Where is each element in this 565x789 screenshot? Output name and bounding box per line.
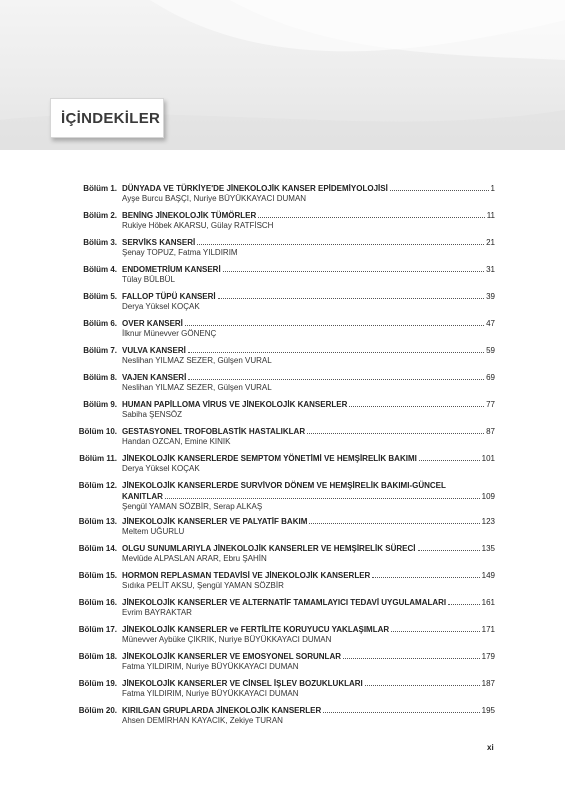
chapter-number: Bölüm 15.: [78, 571, 117, 580]
chapter-authors: Ayşe Burcu BAŞÇI, Nuriye BÜYÜKKAYACI DUMAN: [122, 194, 307, 203]
chapter-number: Bölüm 6.: [83, 319, 117, 328]
page-ref: 187: [481, 679, 495, 688]
dot-leader: [188, 378, 484, 380]
chapter-number: Bölüm 5.: [83, 292, 117, 301]
chapter-title: FALLOP TÜPÜ KANSERİ: [122, 292, 216, 301]
chapter-authors: Neslihan YILMAZ SEZER, Gülşen VURAL: [122, 383, 272, 392]
page-ref: 179: [481, 652, 495, 661]
chapter-number: Bölüm 18.: [78, 652, 117, 661]
chapter-title: VAJEN KANSERİ: [122, 373, 187, 382]
dot-leader: [372, 576, 479, 578]
dot-leader: [218, 297, 484, 299]
chapter-number: Bölüm 11.: [79, 454, 117, 463]
dot-leader: [223, 270, 484, 272]
dot-leader: [309, 522, 479, 524]
chapter-authors: Evrim BAYRAKTAR: [122, 608, 192, 617]
chapter-number: Bölüm 19.: [78, 679, 117, 688]
page-ref: 149: [481, 571, 495, 580]
chapter-number: Bölüm 10.: [78, 427, 117, 436]
chapter-number: Bölüm 17.: [78, 625, 117, 634]
page-ref: 195: [481, 706, 495, 715]
chapter-title: JİNEKOLOJİK KANSERLER VE CİNSEL İŞLEV BOZUKLUKLARI: [122, 679, 363, 688]
chapter-number: Bölüm 7.: [83, 346, 117, 355]
chapter-number: Bölüm 12.: [78, 481, 117, 490]
page-ref: 109: [481, 492, 495, 501]
chapter-number: Bölüm 20.: [78, 706, 117, 715]
chapter-number: Bölüm 9.: [83, 400, 117, 409]
chapter-authors: Münevver Aybüke ÇIKRIK, Nuriye BÜYÜKKAYACI DUMAN: [122, 635, 332, 644]
chapter-number: Bölüm 1.: [83, 184, 117, 193]
page-ref: 69: [486, 373, 495, 382]
chapter-authors: Derya Yüksel KOÇAK: [122, 464, 200, 473]
chapter-title: SERVİKS KANSERİ: [122, 238, 196, 247]
page-ref: 59: [486, 346, 495, 355]
dot-leader: [258, 216, 484, 218]
chapter-authors: İlknur Münevver GÖNENÇ: [122, 329, 217, 338]
dot-leader: [390, 189, 489, 191]
chapter-authors: Mevlüde ALPASLAN ARAR, Ebru ŞAHİN: [122, 554, 267, 563]
dot-leader: [343, 657, 480, 659]
chapter-authors: Sabiha ŞENSÖZ: [122, 410, 183, 419]
chapter-authors: Derya Yüksel KOÇAK: [122, 302, 200, 311]
chapter-authors: Fatma YILDIRIM, Nuriye BÜYÜKKAYACI DUMAN: [122, 662, 299, 671]
dot-leader: [185, 324, 484, 326]
toc-heading: İÇİNDEKİLER: [61, 109, 161, 127]
dot-leader: [349, 405, 484, 407]
toc-heading-box: [50, 98, 164, 138]
dot-leader: [365, 684, 480, 686]
page-ref: 161: [481, 598, 495, 607]
page-ref: 77: [486, 400, 495, 409]
chapter-number: Bölüm 14.: [78, 544, 117, 553]
page-ref: 31: [486, 265, 495, 274]
chapter-number: Bölüm 8.: [83, 373, 117, 382]
chapter-authors: Şengül YAMAN SÖZBİR, Serap ALKAŞ: [122, 502, 263, 511]
chapter-title: JİNEKOLOJİK KANSERLERDE SURVİVOR DÖNEM VE HEMŞİRELİK BAKIMI-GÜNCEL: [122, 481, 446, 490]
chapter-authors: Tülay BÜLBÜL: [122, 275, 175, 284]
page-ref: 21: [486, 238, 495, 247]
chapter-number: Bölüm 3.: [83, 238, 117, 247]
page-ref: 39: [486, 292, 495, 301]
chapter-title: JİNEKOLOJİK KANSERLERDE SEMPTOM YÖNETİMİ VE HEMŞİRELİK BAKIMI: [122, 454, 417, 463]
chapter-authors: Meltem UĞURLU: [122, 527, 185, 536]
dot-leader: [307, 432, 484, 434]
chapter-title: DÜNYADA VE TÜRKİYE'DE JİNEKOLOJİK KANSER EPİDEMİYOLOJİSİ: [122, 184, 388, 193]
chapter-title: HORMON REPLASMAN TEDAVİSİ VE JİNEKOLOJİK KANSERLER: [122, 571, 371, 580]
dot-leader: [197, 243, 484, 245]
chapter-authors: Şenay TOPUZ, Fatma YILDIRIM: [122, 248, 238, 257]
chapter-number: Bölüm 2.: [83, 211, 117, 220]
dot-leader: [165, 497, 480, 499]
chapter-title: HUMAN PAPİLLOMA VİRUS VE JİNEKOLOJİK KANSERLER: [122, 400, 348, 409]
chapter-authors: Sıdıka PELİT AKSU, Şengül YAMAN SÖZBİR: [122, 581, 284, 590]
page-ref: 171: [481, 625, 495, 634]
dot-leader: [188, 351, 484, 353]
chapter-title: KIRILGAN GRUPLARDA JİNEKOLOJİK KANSERLER: [122, 706, 322, 715]
chapter-number: Bölüm 13.: [78, 517, 117, 526]
chapter-number: Bölüm 16.: [78, 598, 117, 607]
chapter-title: JİNEKOLOJİK KANSERLER VE ALTERNATİF TAMAMLAYICI TEDAVİ UYGULAMALARI: [122, 598, 447, 607]
chapter-authors: Handan OZCAN, Emine KINIK: [122, 437, 231, 446]
page-ref: 87: [486, 427, 495, 436]
chapter-title: OLGU SUNUMLARIYLA JİNEKOLOJİK KANSERLER VE HEMŞİRELİK SÜRECİ: [122, 544, 416, 553]
chapter-authors: Neslihan YILMAZ SEZER, Gülşen VURAL: [122, 356, 272, 365]
page-ref: 11: [486, 211, 495, 220]
chapter-title: VULVA KANSERİ: [122, 346, 186, 355]
chapter-title: BENİNG JİNEKOLOJİK TÜMÖRLER: [122, 211, 257, 220]
chapter-authors: Ahsen DEMİRHAN KAYACIK, Zekiye TURAN: [122, 716, 283, 725]
page-ref: 101: [481, 454, 495, 463]
dot-leader: [419, 459, 480, 461]
chapter-authors: Rukiye Höbek AKARSU, Gülay RATFİSCH: [122, 221, 274, 230]
page-ref: 135: [481, 544, 495, 553]
dot-leader: [323, 711, 479, 713]
dot-leader: [418, 549, 480, 551]
chapter-title: JİNEKOLOJİK KANSERLER VE EMOSYONEL SORUNLAR: [122, 652, 341, 661]
chapter-title: GESTASYONEL TROFOBLASTİK HASTALIKLAR: [122, 427, 306, 436]
page-ref: 123: [481, 517, 495, 526]
chapter-title: ENDOMETRİUM KANSERİ: [122, 265, 221, 274]
page-ref: 1: [490, 184, 495, 193]
chapter-title: JİNEKOLOJİK KANSERLER VE PALYATİF BAKIM: [122, 517, 308, 526]
chapter-title: JİNEKOLOJİK KANSERLER ve FERTİLİTE KORUYUCU YAKLAŞIMLAR: [122, 625, 390, 634]
chapter-title: OVER KANSERİ: [122, 319, 183, 328]
chapter-authors: Fatma YILDIRIM, Nuriye BÜYÜKKAYACI DUMAN: [122, 689, 299, 698]
chapter-title-continued: KANITLAR: [122, 492, 163, 501]
dot-leader: [391, 630, 480, 632]
dot-leader: [448, 603, 479, 605]
chapter-number: Bölüm 4.: [83, 265, 117, 274]
page-number: xi: [487, 743, 494, 752]
page-ref: 47: [486, 319, 495, 328]
